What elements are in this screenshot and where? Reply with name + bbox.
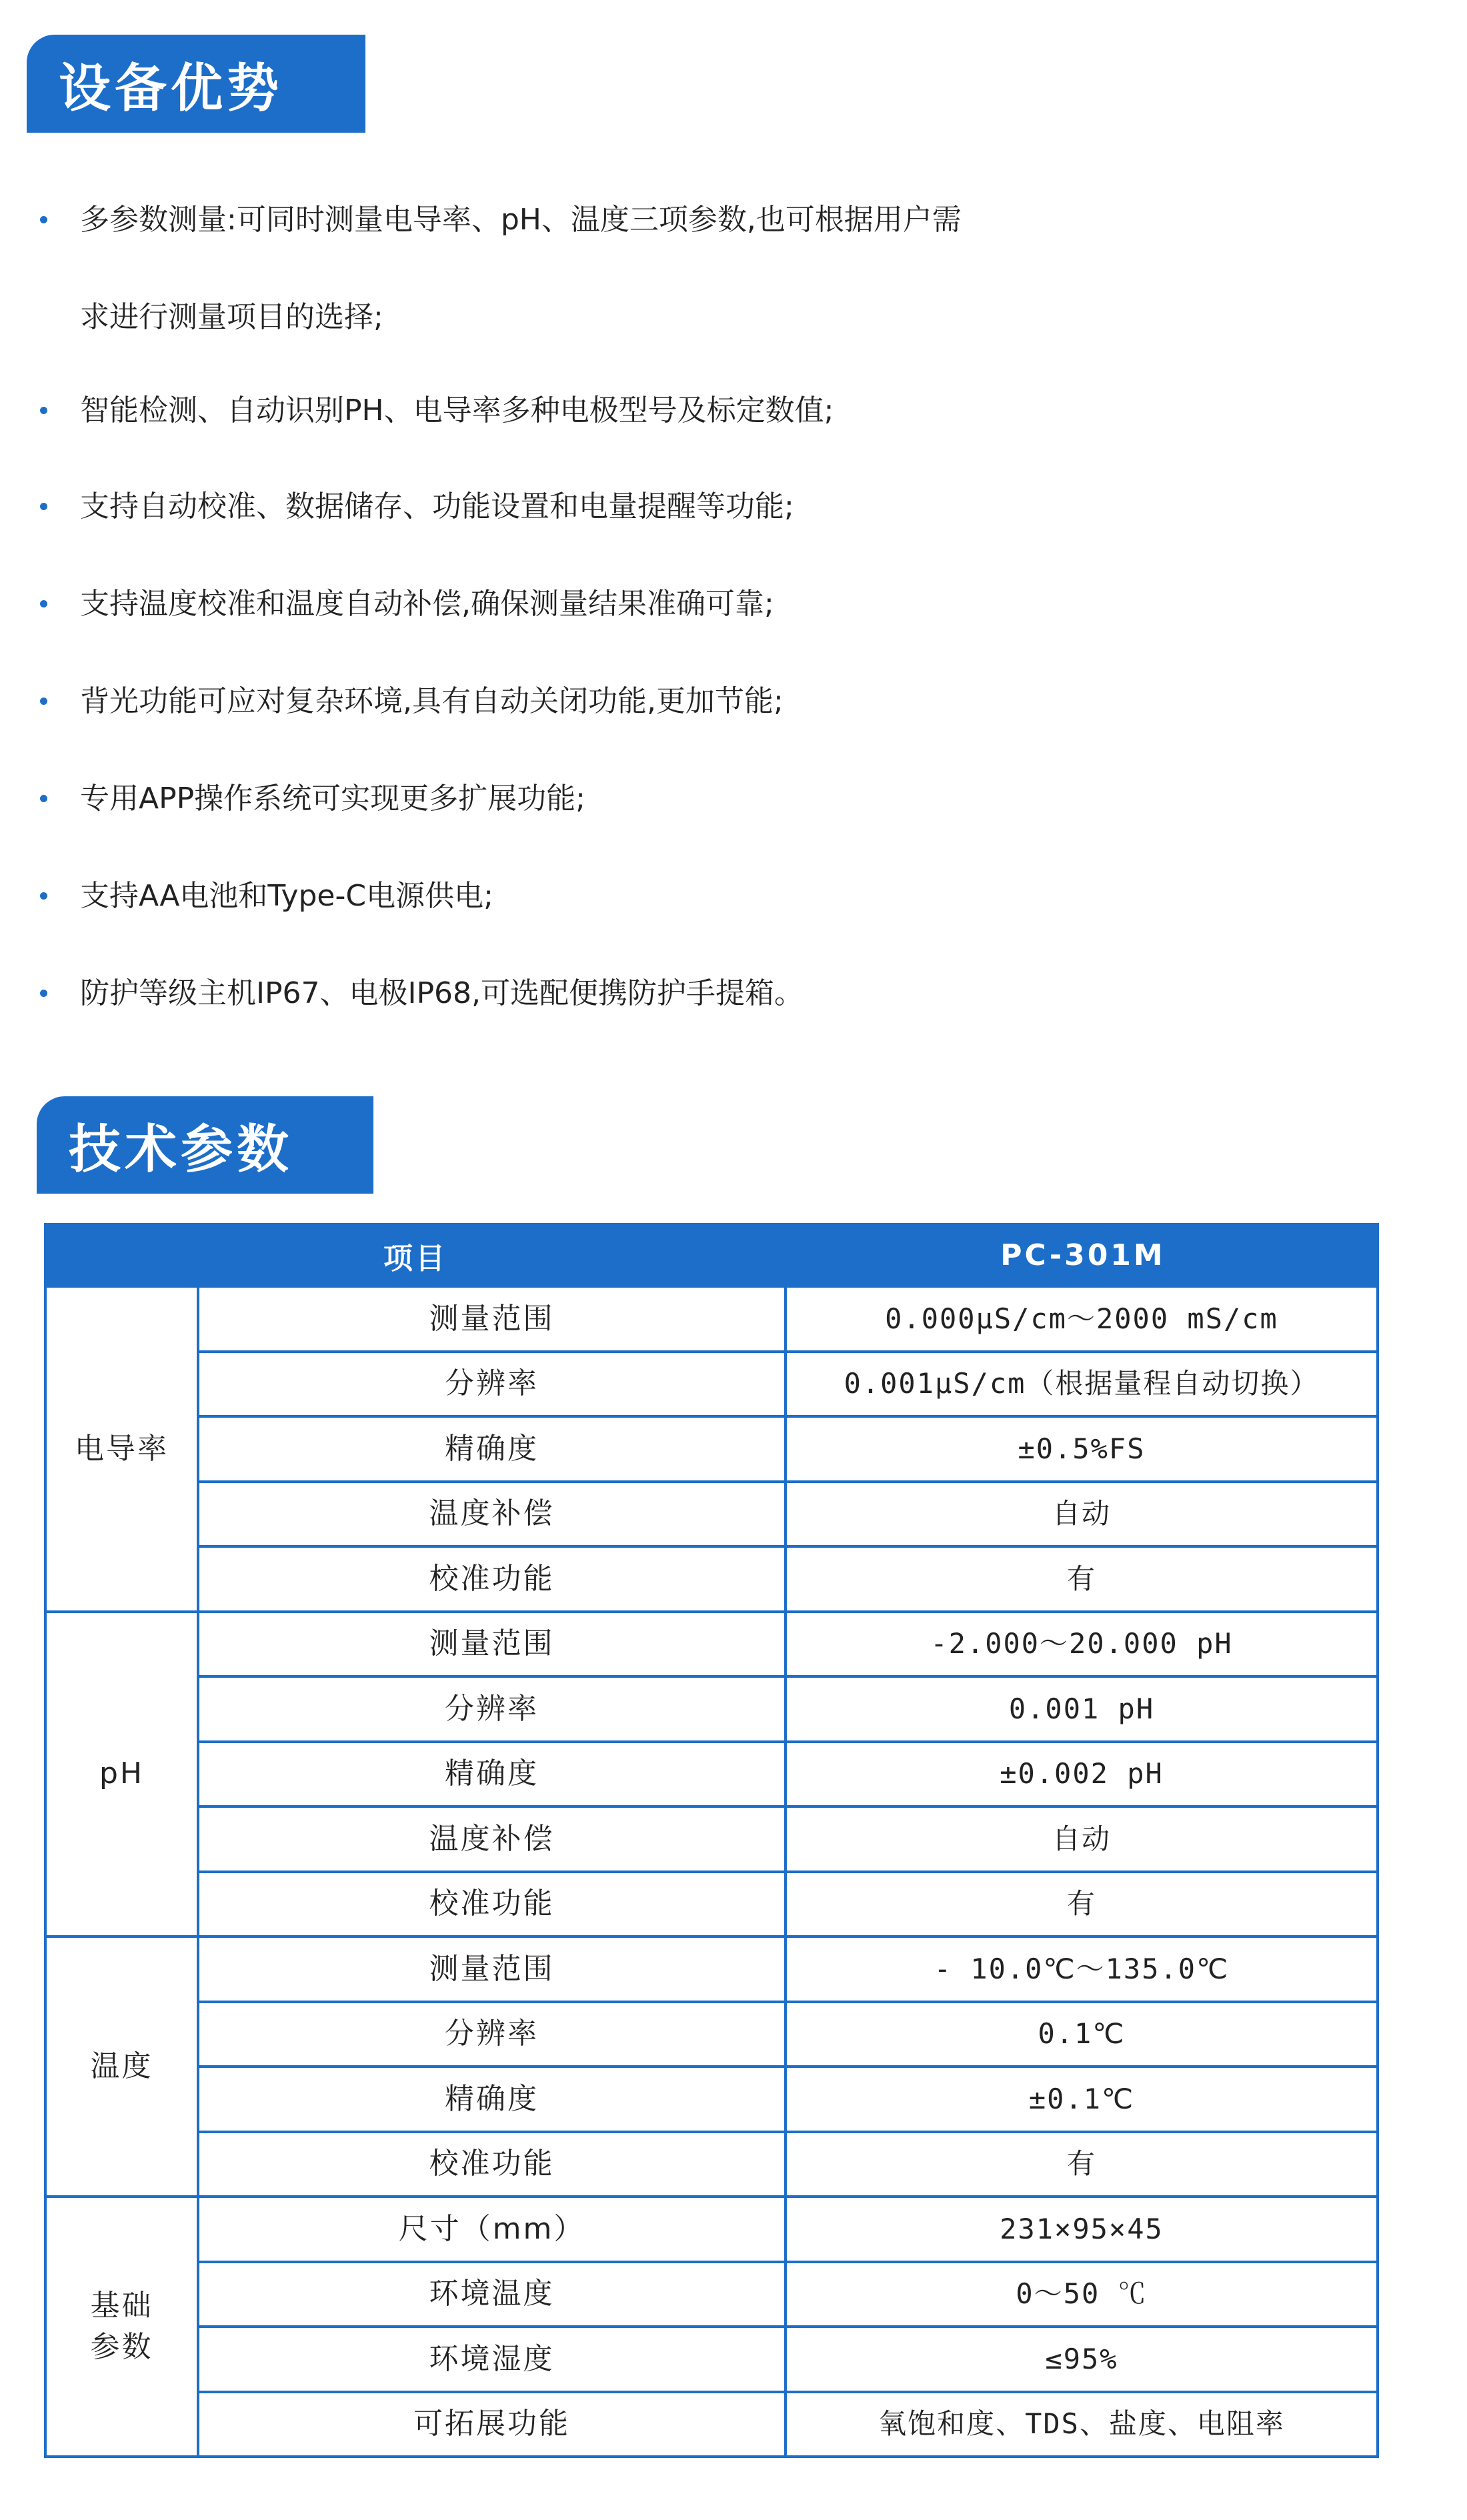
param-cell: 尺寸（mm） <box>199 2198 787 2263</box>
value-cell: 自动 <box>787 1483 1379 1548</box>
param-cell: 校准功能 <box>199 1548 787 1613</box>
feature-text: 专用APP操作系统可实现更多扩展功能; <box>80 782 585 816</box>
value-cell: ±0.1℃ <box>787 2068 1379 2133</box>
param-cell: 校准功能 <box>199 2133 787 2199</box>
value-cell: 231×95×45 <box>787 2198 1379 2263</box>
value-cell: - 10.0℃～135.0℃ <box>787 1938 1379 2003</box>
feature-text-continuation: 求进行测量项目的选择; <box>80 300 383 334</box>
value-cell: 0.000μS/cm～2000 mS/cm <box>787 1288 1379 1353</box>
table-header-row <box>44 1223 1379 1288</box>
bullet-icon <box>40 503 47 510</box>
feature-text: 支持自动校准、数据储存、功能设置和电量提醒等功能; <box>80 489 794 523</box>
param-cell: 分辨率 <box>199 2003 787 2069</box>
value-cell: ≤95% <box>787 2328 1379 2393</box>
param-cell: 可拓展功能 <box>199 2393 787 2459</box>
value-cell: 有 <box>787 1548 1379 1613</box>
feature-text: 多参数测量:可同时测量电导率、pH、温度三项参数,也可根据用户需 <box>80 203 962 237</box>
bullet-icon <box>40 600 47 607</box>
value-cell: 自动 <box>787 1808 1379 1873</box>
bullet-icon <box>40 795 47 802</box>
param-cell: 环境温度 <box>199 2263 787 2329</box>
param-cell: 精确度 <box>199 1743 787 1808</box>
param-cell: 温度补偿 <box>199 1483 787 1548</box>
param-cell: 精确度 <box>199 1418 787 1483</box>
param-cell: 温度补偿 <box>199 1808 787 1873</box>
param-cell: 测量范围 <box>199 1288 787 1353</box>
group-label: 温度 <box>44 1938 199 2198</box>
param-cell: 环境湿度 <box>199 2328 787 2393</box>
section-title-specs <box>37 1096 373 1194</box>
value-cell: 0.1℃ <box>787 2003 1379 2069</box>
value-cell: 氧饱和度、TDS、盐度、电阻率 <box>787 2393 1379 2459</box>
feature-text: 支持温度校准和温度自动补偿,确保测量结果准确可靠; <box>80 587 774 621</box>
group-label: pH <box>44 1613 199 1939</box>
feature-text: 防护等级主机IP67、电极IP68,可选配便携防护手提箱。 <box>80 976 804 1010</box>
section-title-advantages-text: 设备优势 <box>59 58 283 119</box>
bullet-icon <box>40 990 47 997</box>
value-cell: 有 <box>787 2133 1379 2199</box>
feature-text: 背光功能可应对复杂环境,具有自动关闭功能,更加节能; <box>80 684 784 718</box>
value-cell: ±0.5%FS <box>787 1418 1379 1483</box>
param-cell: 精确度 <box>199 2068 787 2133</box>
bullet-icon <box>40 698 47 705</box>
param-cell: 测量范围 <box>199 1613 787 1678</box>
section-title-specs-text: 技术参数 <box>69 1120 293 1180</box>
param-cell: 校准功能 <box>199 1873 787 1939</box>
value-cell: 0.001 pH <box>787 1678 1379 1743</box>
group-label: 电导率 <box>44 1288 199 1613</box>
header-model: PC-301M <box>1000 1238 1166 1272</box>
section-title-advantages <box>27 35 365 133</box>
feature-text: 智能检测、自动识别PH、电导率多种电极型号及标定数值; <box>80 393 834 427</box>
param-cell: 测量范围 <box>199 1938 787 2003</box>
group-label: 基础 参数 <box>44 2198 199 2458</box>
bullet-icon <box>40 216 47 223</box>
value-cell: -2.000～20.000 pH <box>787 1613 1379 1678</box>
bullet-icon <box>40 892 47 900</box>
value-cell: 0～50 ℃ <box>787 2263 1379 2329</box>
feature-text: 支持AA电池和Type-C电源供电; <box>80 879 493 913</box>
param-cell: 分辨率 <box>199 1353 787 1418</box>
param-cell: 分辨率 <box>199 1678 787 1743</box>
value-cell: 0.001μS/cm（根据量程自动切换） <box>787 1353 1379 1418</box>
bullet-icon <box>40 407 47 414</box>
value-cell: ±0.002 pH <box>787 1743 1379 1808</box>
value-cell: 有 <box>787 1873 1379 1939</box>
header-item: 项目 <box>383 1241 447 1276</box>
